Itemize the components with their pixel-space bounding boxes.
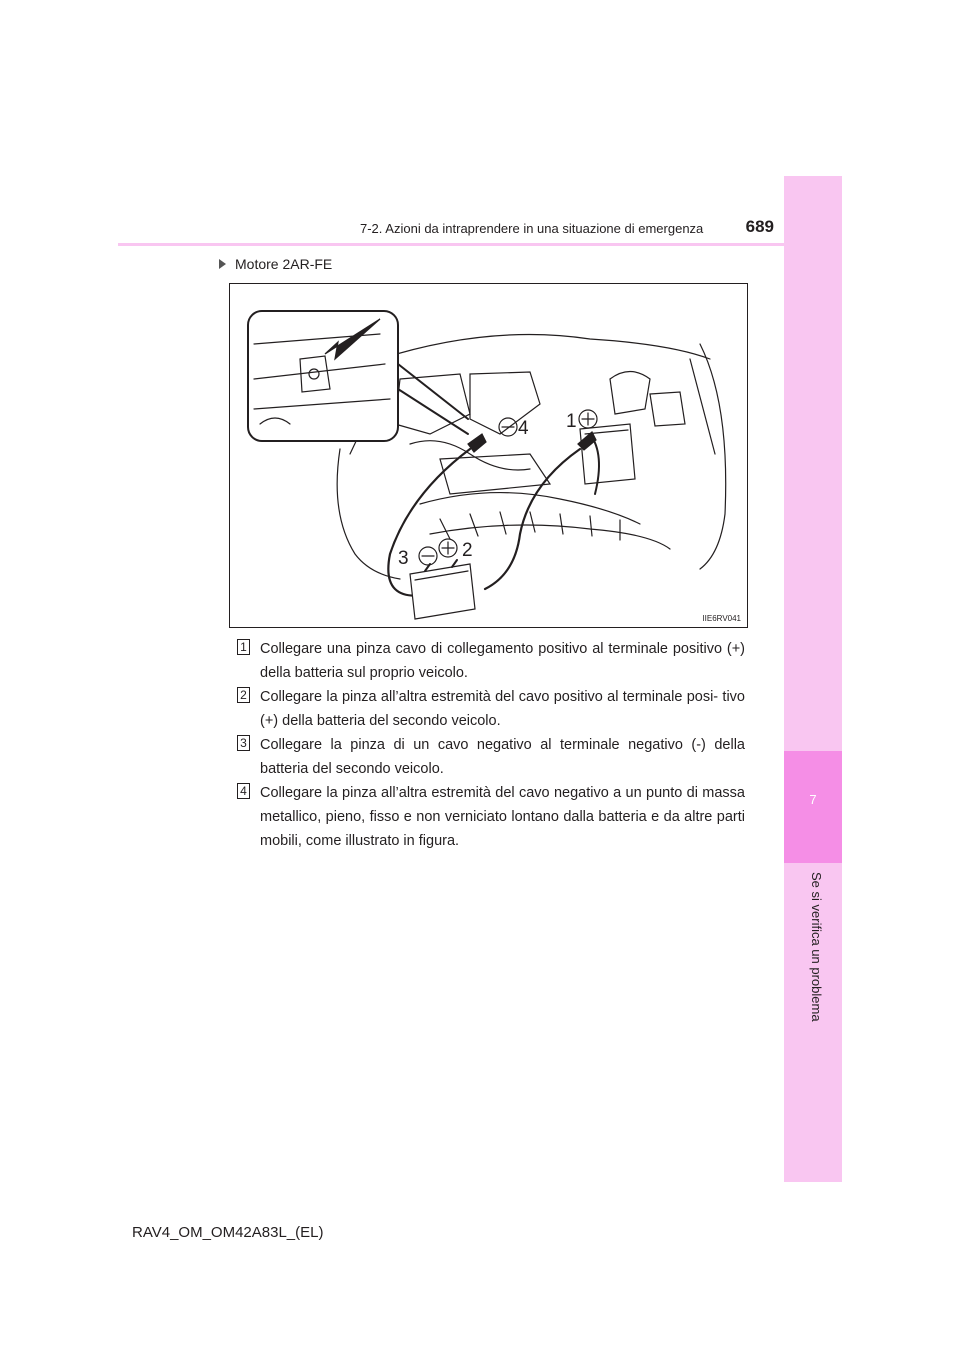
triangle-bullet-icon (219, 259, 226, 269)
step-text: Collegare la pinza all’altra estremità del cavo negativo a un punto di massa metallico, pieno, fisso e non verniciato lontano dalla batteria e da altre parti mobili, come illustrato in figura. (260, 785, 745, 849)
chapter-title: Se si verifica un problema (809, 872, 824, 1022)
footer-document-code: RAV4_OM_OM42A83L_(EL) (132, 1224, 324, 1241)
step-number-badge: 3 (237, 735, 250, 751)
header-title: 7-2. Azioni da intraprendere in una situazione di emergenza (360, 221, 704, 236)
chapter-number: 7 (809, 792, 817, 807)
step-text: Collegare una pinza cavo di collegamento positivo al terminale positivo (+) della batteria sul proprio veicolo. (260, 641, 745, 681)
jump-start-illustration (229, 283, 748, 628)
step-text: Collegare la pinza di un cavo negativo al terminale negativo (-) della batteria del secondo veicolo. (260, 737, 745, 777)
engine-bay-drawing (230, 284, 748, 628)
step-number-badge: 2 (237, 687, 250, 703)
page-number: 689 (745, 217, 774, 236)
callout-2: 2 (462, 540, 473, 561)
section-heading (219, 256, 332, 272)
header-rule (118, 243, 784, 246)
step-number-badge: 1 (237, 639, 250, 655)
callout-3: 3 (398, 548, 409, 569)
figure-code: IIE6RV041 (702, 614, 741, 623)
callout-1: 1 (566, 411, 577, 432)
step-number-badge: 4 (237, 783, 250, 799)
callout-4: 4 (518, 418, 529, 439)
section-title: Motore 2AR-FE (235, 256, 333, 272)
chapter-side-tab-highlight (784, 751, 842, 863)
step-text: Collegare la pinza all’altra estremità del cavo positivo al terminale posi- tivo (+) della batteria del secondo veicolo. (260, 689, 745, 729)
